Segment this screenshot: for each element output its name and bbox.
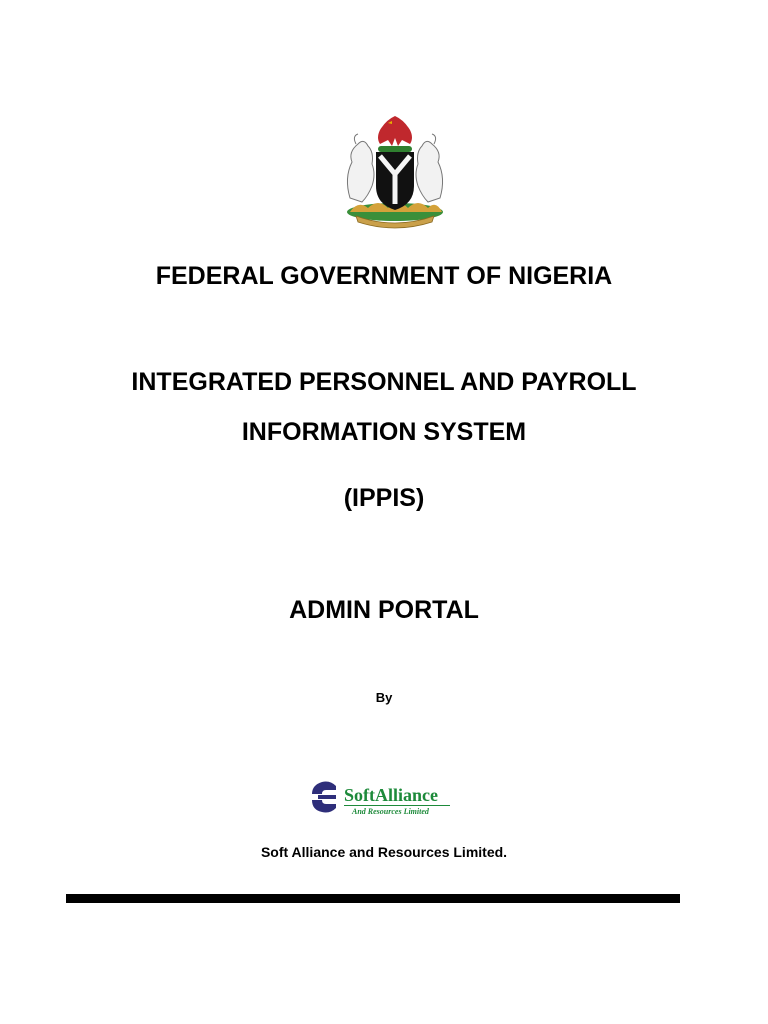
horizontal-rule [66,894,680,903]
system-title-line-1: INTEGRATED PERSONNEL AND PAYROLL [131,368,637,396]
logo-wordmark: SoftAlliance [344,785,438,805]
company-logo [306,774,456,822]
portal-title: ADMIN PORTAL [289,596,479,624]
coat-of-arms-icon [328,108,462,230]
byline: By [375,690,393,705]
government-title: FEDERAL GOVERNMENT OF NIGERIA [155,262,613,290]
system-acronym: (IPPIS) [343,484,425,512]
softalliance-logo-icon [308,780,340,814]
logo-subtitle: And Resources Limited [352,807,429,816]
company-name: Soft Alliance and Resources Limited. [260,844,508,860]
logo-underline [344,805,450,806]
system-title-line-2: INFORMATION SYSTEM [241,418,527,446]
